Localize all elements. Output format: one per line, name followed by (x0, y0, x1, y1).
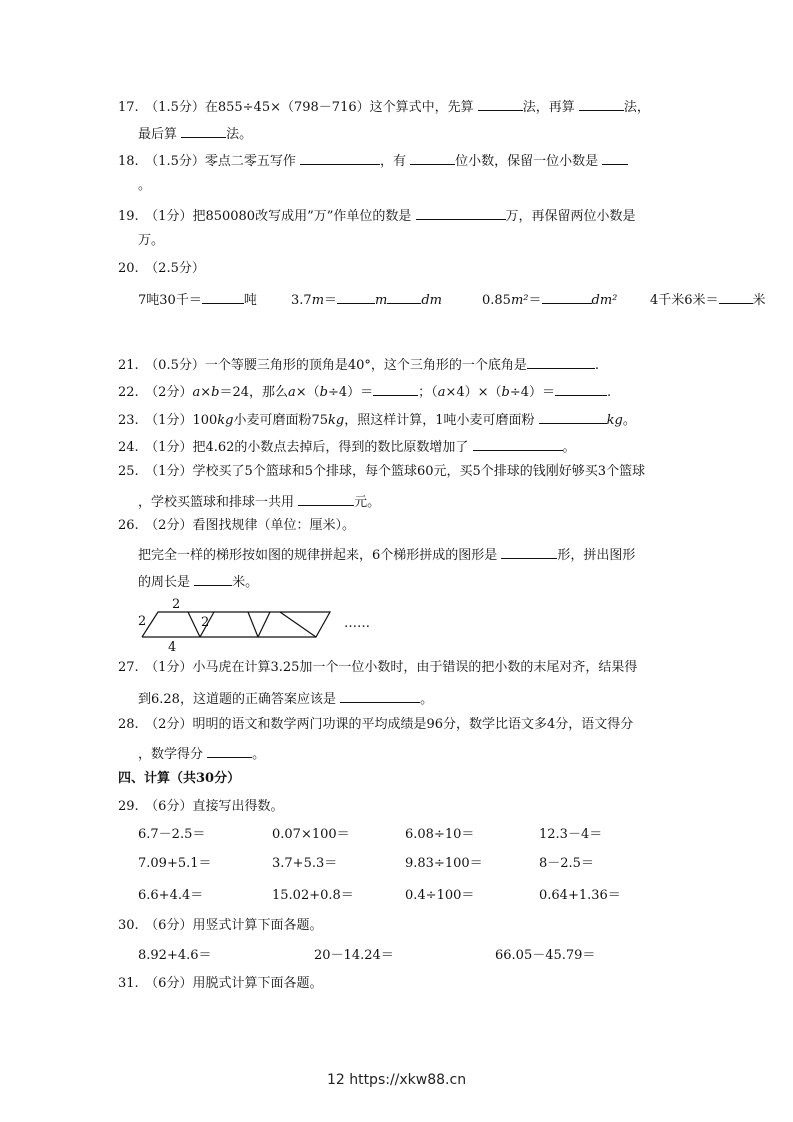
answer-blank[interactable] (410, 151, 455, 165)
question-29: 29. （6分）直接写出得数。 (118, 799, 284, 814)
question-26-cont: 把完全一样的梯形按如图的规律拼起来，6个梯形拼成的图形是 形，拼出图形 (138, 545, 635, 564)
answer-blank[interactable] (181, 124, 226, 138)
calc-item: 0.64+1.36＝ (539, 888, 621, 903)
page-footer: 12 https://xkw88.cn (326, 1072, 467, 1088)
answer-blank[interactable] (387, 290, 421, 304)
question-18-cont: 。 (138, 178, 152, 193)
calc-item: 9.83÷100＝ (405, 856, 483, 871)
calc-item: 3.7+5.3＝ (272, 856, 338, 871)
calc-item: 6.08÷10＝ (405, 827, 475, 842)
answer-blank[interactable] (501, 545, 557, 559)
calc-item: 0.07×100＝ (272, 827, 350, 842)
question-17-cont: 最后算 法。 (138, 124, 252, 143)
question-25-cont: ，学校买篮球和排球一共用 元。 (138, 492, 380, 511)
question-26: 26. （2分）看图找规律（单位：厘米）。 (118, 518, 355, 533)
calc-item: 0.4÷100＝ (405, 888, 475, 903)
question-27: 27. （1分）小马虎在计算3.25加一个一位小数时，由于错误的把小数的末尾对齐，结果得 (118, 660, 638, 675)
question-28-cont: ，数学得分 。 (138, 744, 265, 763)
answer-blank[interactable] (298, 492, 354, 506)
answer-blank[interactable] (542, 290, 592, 304)
question-24: 24. （1分）把4.62的小数点去掉后，得到的数比原数增加了 。 (118, 437, 576, 456)
question-30: 30. （6分）用竖式计算下面各题。 (118, 918, 323, 933)
calc-item: 6.6+4.4＝ (138, 888, 204, 903)
question-20-item3: 0.85m²＝ dm² (482, 290, 617, 309)
figure-label-mid: 2 (201, 615, 210, 630)
question-17: 17. （1.5分）在855÷45×（798－716）这个算式中，先算 法，再算 法， (118, 97, 650, 116)
question-28: 28. （2分）明明的语文和数学两门功课的平均成绩是96分，数学比语文多4分，语文得分 (118, 717, 634, 732)
trapezoid-figure (130, 595, 390, 653)
answer-blank[interactable] (478, 97, 523, 111)
question-22: 22. （2分）a×b＝24，那么a×（b÷4）＝ ；（a×4）×（b÷4）＝ . (118, 382, 611, 401)
answer-blank[interactable] (416, 206, 506, 220)
calc-item: 6.7－2.5＝ (138, 827, 206, 842)
answer-blank[interactable] (539, 410, 607, 424)
answer-blank[interactable] (300, 151, 380, 165)
figure-ellipsis: …… (344, 616, 370, 631)
calc-item: 12.3－4＝ (539, 827, 603, 842)
question-26-cont2: 的周长是 米。 (138, 572, 258, 591)
answer-blank[interactable] (373, 382, 418, 396)
section-heading: 四、计算（共30分） (118, 771, 241, 786)
figure-label-bottom: 4 (168, 640, 177, 653)
calc-item: 66.05－45.79＝ (495, 948, 596, 963)
question-19-cont: 万。 (138, 233, 165, 248)
calc-item: 7.09+5.1＝ (138, 856, 212, 871)
question-19: 19. （1分）把850080改写成用”万”作单位的数是 万，再保留两位小数是 (118, 206, 636, 225)
figure-label-top: 2 (172, 597, 181, 612)
answer-blank[interactable] (340, 689, 420, 703)
question-23: 23. （1分）100kg小麦可磨面粉75kg，照这样计算，1吨小麦可磨面粉 kg。 (118, 410, 636, 429)
calc-item: 20－14.24＝ (314, 948, 394, 963)
figure-label-left: 2 (138, 614, 147, 629)
answer-blank[interactable] (207, 744, 252, 758)
calc-item: 8.92+4.6＝ (138, 948, 212, 963)
question-20: 20. （2.5分） (118, 261, 205, 276)
question-20-item4: 4千米6米＝ 米 (650, 290, 766, 309)
question-25: 25. （1分）学校买了5个篮球和5个排球，每个篮球60元，买5个排球的钱刚好够买3个篮球 (118, 464, 646, 479)
answer-blank[interactable] (202, 290, 244, 304)
question-18: 18. （1.5分）零点二零五写作 ，有 位小数，保留一位小数是 (118, 151, 628, 170)
answer-blank[interactable] (555, 382, 607, 396)
question-20-item2: 3.7m＝ m dm (291, 290, 442, 309)
question-27-cont: 到6.28，这道题的正确答案应该是 。 (138, 689, 433, 708)
answer-blank[interactable] (602, 151, 628, 165)
answer-blank[interactable] (527, 355, 595, 369)
calc-item: 15.02+0.8＝ (272, 888, 354, 903)
question-21: 21. （0.5分）一个等腰三角形的顶角是40°，这个三角形的一个底角是 . (118, 355, 599, 374)
question-31: 31. （6分）用脱式计算下面各题。 (118, 976, 323, 991)
answer-blank[interactable] (194, 572, 232, 586)
answer-blank[interactable] (719, 290, 753, 304)
question-20-items: 7吨30千＝ 吨 (138, 290, 257, 309)
answer-blank[interactable] (337, 290, 375, 304)
answer-blank[interactable] (473, 437, 563, 451)
answer-blank[interactable] (579, 97, 624, 111)
calc-item: 8－2.5＝ (539, 856, 594, 871)
